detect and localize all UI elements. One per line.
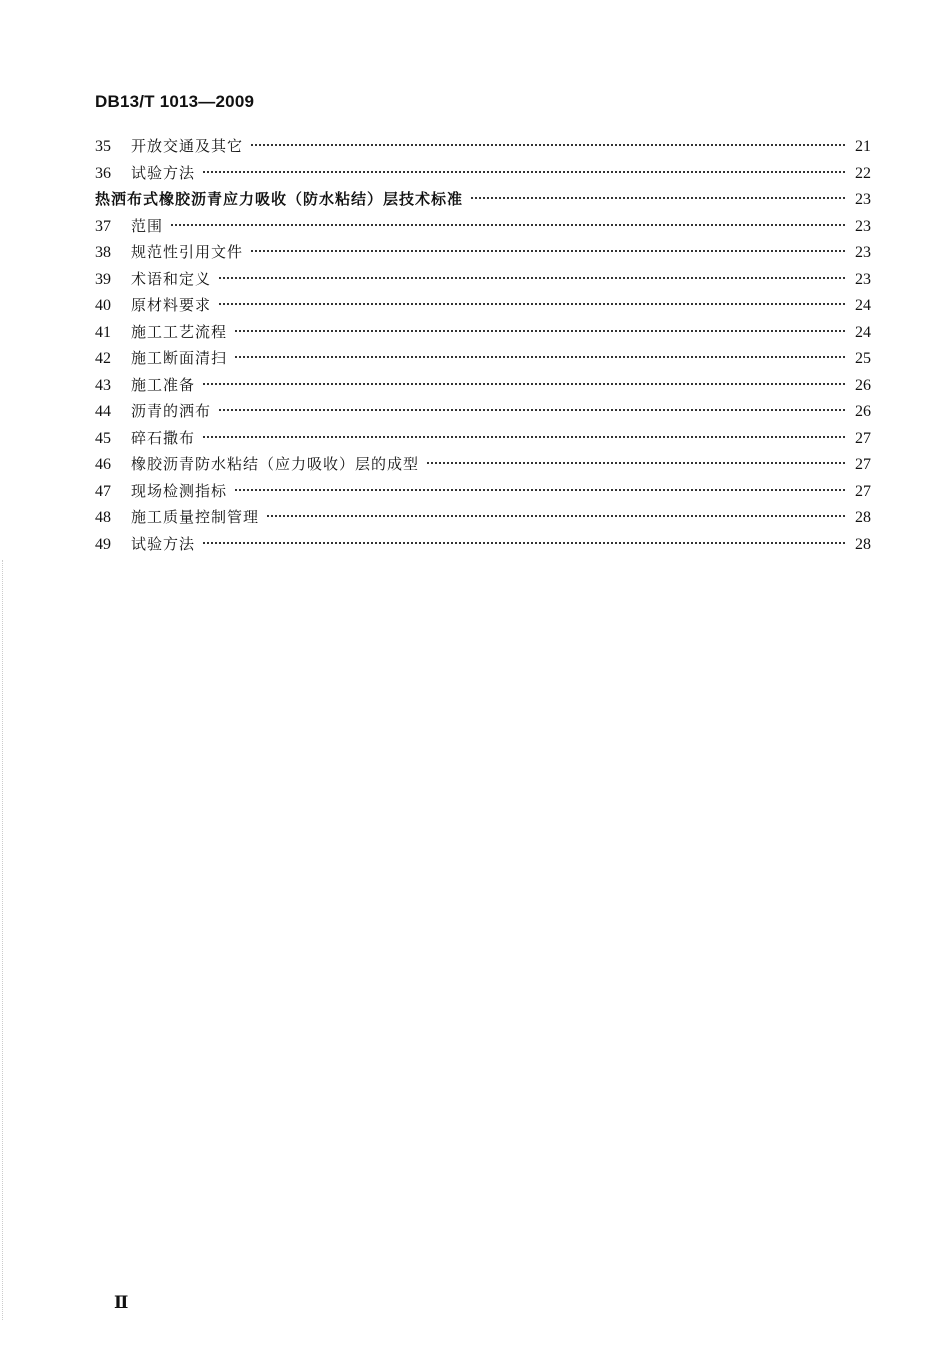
toc-section-title: 热洒布式橡胶沥青应力吸收（防水粘结）层技术标准: [95, 190, 464, 208]
toc-leader-dots: [203, 383, 845, 385]
footer-page-number: Ⅱ: [114, 1293, 129, 1312]
toc-entry-title: 施工断面清扫: [131, 349, 228, 367]
scan-edge-divider: [2, 560, 3, 1320]
toc-entry-number: 48: [95, 509, 111, 526]
toc-entry-title: 规范性引用文件: [131, 243, 244, 261]
toc-section-entry[interactable]: [95, 186, 871, 213]
toc-entry[interactable]: [95, 292, 871, 319]
toc-entry[interactable]: [95, 239, 871, 266]
toc-entry-page: 23: [855, 270, 871, 288]
toc-entry-title: 开放交通及其它: [131, 137, 244, 155]
toc-entry-page: 27: [855, 482, 871, 500]
toc-entry-number: 42: [95, 350, 111, 367]
toc-entry-number: 40: [95, 297, 111, 314]
toc-entry-page: 25: [855, 350, 871, 367]
toc-entry-number: 37: [95, 217, 111, 235]
toc-entry-page: 22: [855, 164, 871, 182]
toc-entry-number: 46: [95, 456, 111, 473]
toc-leader-dots: [251, 144, 845, 146]
toc-entry[interactable]: [95, 531, 871, 558]
toc-entry-page: 27: [855, 456, 871, 473]
toc-entry[interactable]: [95, 372, 871, 399]
toc-entry-page: 23: [855, 191, 871, 208]
toc-entry-title: 碎石撒布: [131, 428, 196, 447]
toc-entry-title: 试验方法: [131, 534, 196, 553]
toc-leader-dots: [267, 515, 845, 517]
toc-leader-dots: [471, 197, 845, 199]
toc-leader-dots: [203, 171, 845, 173]
toc-entry[interactable]: [95, 504, 871, 531]
toc-entry-title: 沥青的洒布: [131, 402, 212, 420]
toc-leader-dots: [235, 489, 845, 491]
toc-entry[interactable]: [95, 345, 871, 372]
toc-entry-title: 施工工艺流程: [131, 322, 228, 341]
toc-entry[interactable]: [95, 319, 871, 346]
toc-entry-number: 49: [95, 535, 111, 553]
toc-entry-number: 38: [95, 244, 111, 261]
toc-entry-title: 原材料要求: [131, 296, 212, 314]
toc-entry-page: 21: [855, 138, 871, 155]
toc-entry-title: 施工准备: [131, 375, 196, 394]
toc-entry-title: 现场检测指标: [131, 481, 228, 500]
toc-entry-number: 35: [95, 138, 111, 155]
toc-entry[interactable]: [95, 398, 871, 425]
toc-entry-title: 范围: [131, 216, 164, 235]
toc-entry-page: 28: [855, 535, 871, 553]
toc-leader-dots: [219, 409, 845, 411]
toc-leader-dots: [171, 224, 845, 226]
toc-entry-number: 41: [95, 323, 111, 341]
toc-entry-page: 24: [855, 323, 871, 341]
toc-leader-dots: [219, 277, 845, 279]
toc-entry[interactable]: [95, 133, 871, 160]
toc-entry[interactable]: [95, 478, 871, 505]
toc-entry[interactable]: [95, 425, 871, 452]
toc-leader-dots: [203, 542, 845, 544]
toc-entry[interactable]: [95, 266, 871, 293]
toc-entry-page: 23: [855, 244, 871, 261]
toc-leader-dots: [251, 250, 845, 252]
toc-entry-title: 试验方法: [131, 163, 196, 182]
toc-entry-number: 45: [95, 429, 111, 447]
toc-entry-number: 36: [95, 164, 111, 182]
toc-entry[interactable]: [95, 160, 871, 187]
toc-entry-title: 橡胶沥青防水粘结（应力吸收）层的成型: [131, 455, 420, 473]
toc-entry-page: 23: [855, 217, 871, 235]
toc-entry-number: 44: [95, 403, 111, 420]
toc-entry-number: 47: [95, 482, 111, 500]
toc-entry-page: 28: [855, 509, 871, 526]
table-of-contents: [95, 133, 871, 557]
toc-entry[interactable]: [95, 451, 871, 478]
toc-entry-title: 术语和定义: [131, 269, 212, 288]
standard-code: DB13/T 1013—2009: [95, 92, 255, 111]
toc-entry-number: 43: [95, 376, 111, 394]
toc-entry-title: 施工质量控制管理: [131, 508, 260, 526]
toc-entry-number: 39: [95, 270, 111, 288]
toc-leader-dots: [235, 356, 845, 358]
toc-leader-dots: [219, 303, 845, 305]
toc-leader-dots: [235, 330, 845, 332]
toc-leader-dots: [427, 462, 845, 464]
toc-entry-page: 26: [855, 376, 871, 394]
toc-entry-page: 26: [855, 403, 871, 420]
toc-entry-page: 27: [855, 429, 871, 447]
toc-leader-dots: [203, 436, 845, 438]
toc-entry-page: 24: [855, 297, 871, 314]
toc-entry[interactable]: [95, 213, 871, 240]
